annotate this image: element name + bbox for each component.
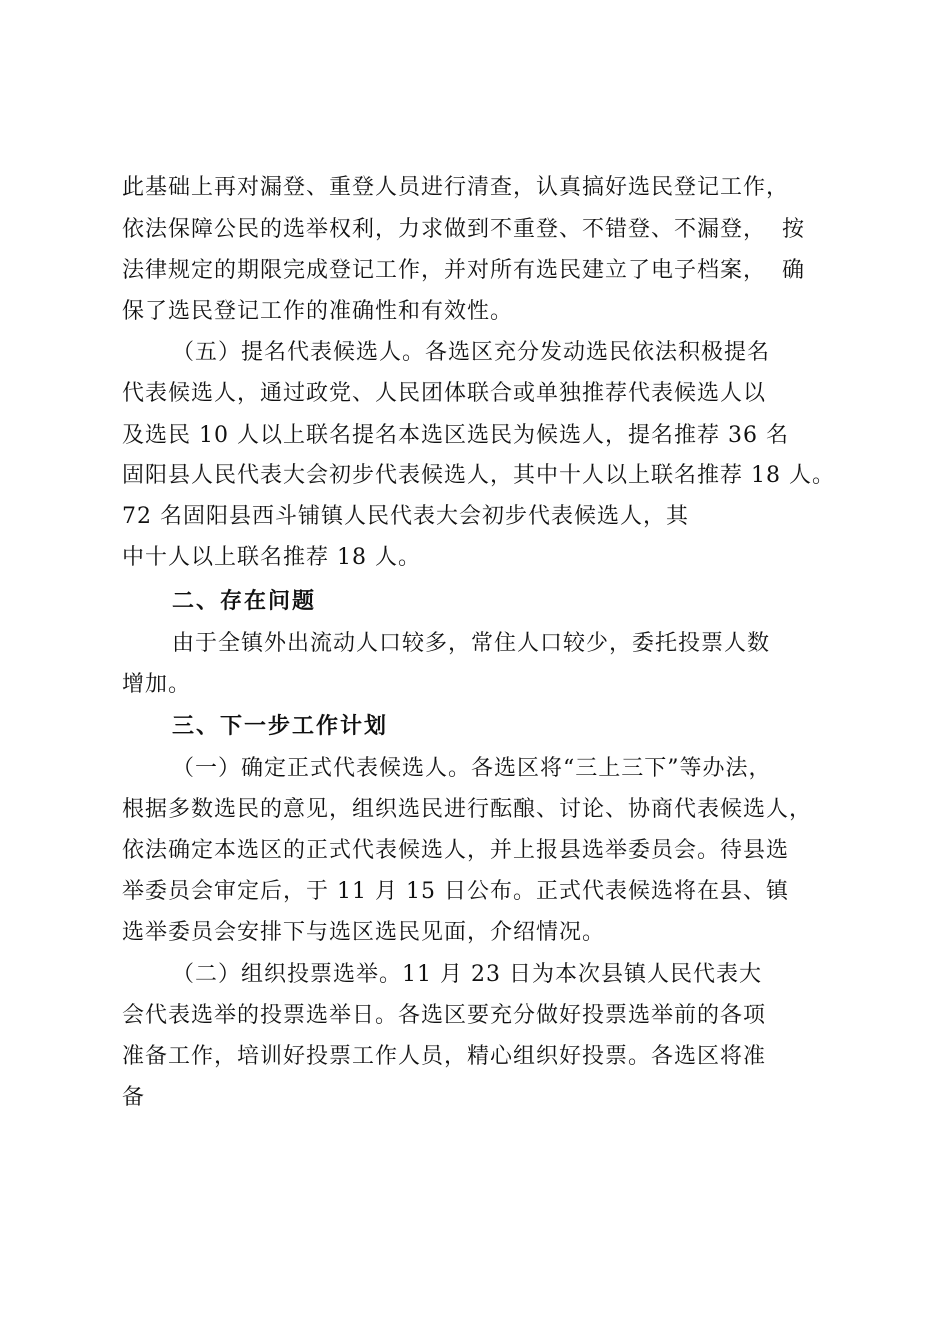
paragraph-line: 准备工作，培训好投票工作人员，精心组织好投票。各选区将准 bbox=[122, 1044, 767, 1069]
paragraph-line: 依法确定本选区的正式代表候选人，并上报县选举委员会。待县选 bbox=[122, 838, 790, 863]
paragraph-line: 根据多数选民的意见，组织选民进行酝酿、讨论、协商代表候选人， bbox=[122, 797, 813, 822]
paragraph-line: 选举委员会安排下与选区选民见面，介绍情况。 bbox=[122, 920, 606, 945]
paragraph-line: （五）提名代表候选人。各选区充分发动选民依法积极提名 bbox=[172, 340, 771, 365]
paragraph-line: 保了选民登记工作的准确性和有效性。 bbox=[122, 299, 514, 324]
paragraph-line: 中十人以上联名推荐 18 人。 bbox=[122, 545, 421, 570]
paragraph-line: 备 bbox=[122, 1085, 146, 1110]
paragraph-line: 72 名固阳县西斗铺镇人民代表大会初步代表候选人，其 bbox=[122, 504, 689, 529]
paragraph-line: 法律规定的期限完成登记工作，并对所有选民建立了电子档案， 确 bbox=[122, 258, 805, 283]
paragraph-line: 及选民 10 人以上联名提名本选区选民为候选人，提名推荐 36 名 bbox=[122, 423, 789, 448]
paragraph-line: 会代表选举的投票选举日。各选区要充分做好投票选举前的各项 bbox=[122, 1003, 767, 1028]
section-heading-next-plan: 三、下一步工作计划 bbox=[172, 714, 389, 739]
paragraph-line: 增加。 bbox=[122, 672, 192, 697]
paragraph-line: 代表候选人，通过政党、人民团体联合或单独推荐代表候选人以 bbox=[122, 381, 767, 406]
paragraph-line: 举委员会审定后，于 11 月 15 日公布。正式代表候选将在县、镇 bbox=[122, 879, 789, 904]
paragraph-line: （一）确定正式代表候选人。各选区将“三上三下”等办法， bbox=[172, 756, 772, 781]
paragraph-line: （二）组织投票选举。11 月 23 日为本次县镇人民代表大 bbox=[172, 962, 762, 987]
paragraph-line: 依法保障公民的选举权利，力求做到不重登、不错登、不漏登， 按 bbox=[122, 217, 805, 242]
paragraph-line: 由于全镇外出流动人口较多，常住人口较少，委托投票人数 bbox=[172, 631, 771, 656]
section-heading-problems: 二、存在问题 bbox=[172, 589, 317, 614]
paragraph-line: 此基础上再对漏登、重登人员进行清查，认真搞好选民登记工作， bbox=[122, 175, 790, 200]
paragraph-line: 固阳县人民代表大会初步代表候选人，其中十人以上联名推荐 18 人。 bbox=[122, 463, 835, 488]
